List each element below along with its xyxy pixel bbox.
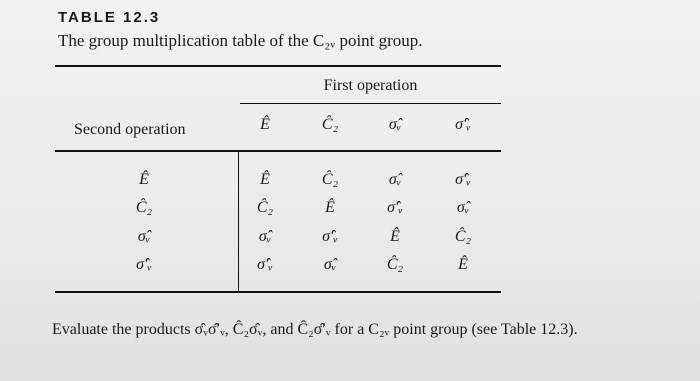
table-cell: σ̂ᵥ	[323, 256, 337, 273]
table-cell: σ̂ᵥ	[388, 171, 402, 188]
table-label: TABLE 12.3	[58, 9, 161, 26]
exercise-question: Evaluate the products σ̂ᵥσ̂′ᵥ, Ĉ₂σ̂ᵥ, and Ĉ₂σ̂′ᵥ for a C₂ᵥ point group (see Table 12.3).	[52, 321, 578, 338]
header-rule	[240, 103, 501, 104]
column-header-rule	[55, 150, 501, 152]
table-cell: Ê	[458, 256, 468, 273]
table-cell: Ĉ₂	[321, 171, 339, 188]
table-cell: Ĉ₂	[386, 256, 404, 273]
table-caption: The group multiplication table of the C₂ᵥ point group.	[58, 31, 423, 50]
row-header-cell: Ê	[139, 171, 149, 188]
table-cell: σ̂′ᵥ	[257, 256, 273, 273]
table-cell: σ̂ᵥ	[456, 199, 470, 216]
top-rule	[55, 65, 501, 67]
row-header-cell: σ̂ᵥ	[137, 228, 151, 245]
first-operation-header: First operation	[323, 77, 418, 94]
table-cell: σ̂′ᵥ	[322, 228, 338, 245]
column-header-cell: σ̂′ᵥ	[455, 116, 471, 133]
second-operation-header: Second operation	[74, 121, 186, 138]
table-cell: Ê	[260, 171, 270, 188]
table-cell: σ̂′ᵥ	[387, 199, 403, 216]
table-cell: σ̂ᵥ	[258, 228, 272, 245]
table-cell: Ê	[325, 199, 335, 216]
row-header-divider	[238, 150, 239, 291]
bottom-rule	[55, 291, 501, 293]
column-header-cell: σ̂ᵥ	[388, 116, 402, 133]
table-cell: Ĉ₂	[454, 228, 472, 245]
column-header-cell: Ê	[260, 116, 270, 133]
column-header-cell: Ĉ₂	[321, 116, 339, 133]
table-cell: Ê	[390, 228, 400, 245]
table-cell: σ̂′ᵥ	[455, 171, 471, 188]
row-header-cell: Ĉ₂	[135, 199, 153, 216]
row-header-cell: σ̂′ᵥ	[136, 256, 152, 273]
table-cell: Ĉ₂	[256, 199, 274, 216]
